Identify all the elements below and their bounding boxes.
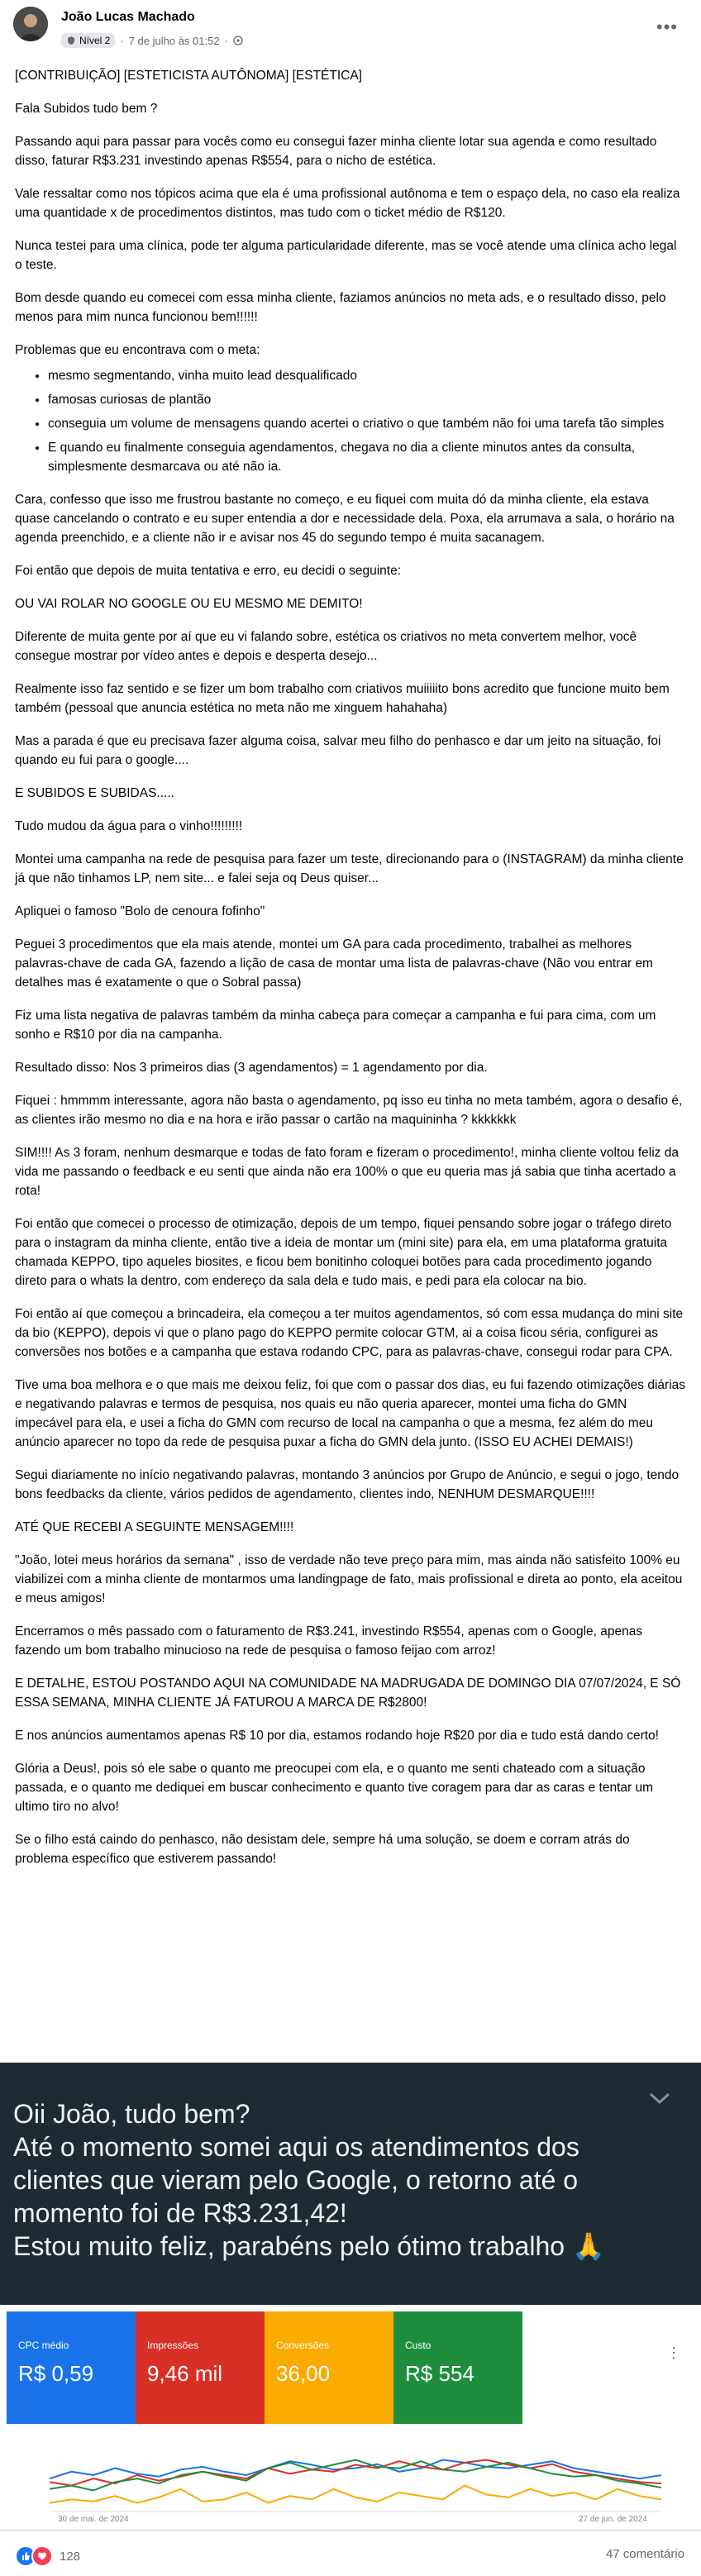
- post-greeting: Fala Subidos tudo bem ?: [15, 102, 158, 116]
- post-paragraph: Foi então aí que começou a brincadeira, ela começou a ter muitos agendamentos, só com essa mudança do mini site da bio (KEPPO), depois vi que o plano pago do KEPPO permite colocar GTM, ai a coisa ficou séria, configurei as conversões nos botões e a campanha que estava rodando CPC, para as palavras-chave, consegui rodar para CPA.: [15, 1307, 684, 1359]
- separator-dot: ·: [224, 34, 228, 47]
- post-paragraph: Passando aqui para passar para vocês como eu consegui fazer minha cliente lotar sua agenda e como resultado disso, faturar R$3.231 investindo apenas R$554, para o nicho de estética.: [15, 135, 657, 168]
- post-paragraph: Segui diariamente no início negativando palavras, montando 3 anúncios por Grupo de Anúncio, e segui o jogo, tendo bons feedbacks da cliente, vários pedidos de agendamento, clientes indo, NENHUM DESMARQUE!!!!: [15, 1468, 680, 1501]
- post-paragraph: Foi então que comecei o processo de otimização, depois de um tempo, fiquei pensando sobre jogar o tráfego direto para o instagram da minha cliente, então tive a ideia de montar um (mini site) para ela, em uma plataforma gratuita chamada KEPPO, tipo aqueles biosites, e ficou bem bonitinho coloquei botões para cada procedimento jogando direto para o whats la dentro, com endereço da sala dela e tudo mais, e pedi para ela colocar na bio.: [15, 1217, 672, 1288]
- post-meta: [61, 33, 243, 48]
- series-line-convers-es: [50, 2486, 661, 2503]
- post-paragraph: Mas a parada é que eu precisava fazer alguma coisa, salvar meu filho do penhasco e dar um jeito na situação, foi quando eu fui para o google....: [15, 734, 661, 767]
- level-label: Nível 2: [79, 35, 111, 46]
- series-line-impress-es: [50, 2460, 661, 2486]
- problems-list: [15, 366, 686, 476]
- kpi-value: 9,46 mil: [147, 2361, 223, 2386]
- kpi-label: Conversões: [276, 2340, 330, 2351]
- post-paragraph: Apliquei o famoso "Bolo de cenoura fofinho": [15, 904, 265, 918]
- post-paragraph: Se o filho está caindo do penhasco, não desistam dele, sempre há uma solução, se doem e corram atrás do problema específico que estiverem passando!: [15, 1833, 630, 1866]
- love-icon: [31, 2545, 53, 2567]
- list-item: • mesmo segmentando, vinha muito lead desqualificado: [48, 366, 686, 385]
- post-paragraph: OU VAI ROLAR NO GOOGLE OU EU MESMO ME DEMITO!: [15, 597, 363, 611]
- list-item: • E quando eu finalmente conseguia agendamentos, chegava no dia a cliente minutos antes da consulta, simplesmente desmarcava ou até não ia.: [48, 438, 686, 476]
- post-paragraph: Peguei 3 procedimentos que ela mais atende, montei um GA para cada procedimento, trabalhei as melhores palavras-chave de cada GA, fazendo a lição de casa de montar uma lista de palavras-chave (Não vou entrar em detalhes mas é exatamente o que o Sobral passa): [15, 937, 653, 990]
- avatar[interactable]: [13, 7, 48, 41]
- kpi-conversions[interactable]: [265, 2311, 393, 2424]
- kpi-label: Impressões: [147, 2340, 199, 2351]
- shield-icon: [66, 36, 76, 45]
- post-paragraph: Bom desde quando eu comecei com essa minha cliente, faziamos anúncios no meta ads, e o resultado disso, pelo menos para mim nunca funcionou bem!!!!!!: [15, 291, 666, 324]
- post-footer: [0, 2530, 701, 2576]
- post-title: [CONTRIBUIÇÃO] [ESTETICISTA AUTÔNOMA] [ESTÉTICA]: [15, 69, 362, 83]
- post-paragraph: SIM!!!! As 3 foram, nenhum desmarque e todas de fato foram e fizeram o procedimento!, minha cliente voltou feliz da vida me passando o feedback e eu senti que ainda não era 100% o que eu queria mas já sabia que tinha acertado a rota!: [15, 1146, 679, 1198]
- message-text: [13, 2097, 658, 2263]
- message-line: clientes que vieram pelo Google, o retorno até o: [13, 2165, 579, 2195]
- list-item: • famosas curiosas de plantão: [48, 390, 686, 409]
- message-line: Estou muito feliz, parabéns pelo ótimo trabalho 🙏: [13, 2231, 605, 2261]
- separator-dot: ·: [120, 34, 124, 47]
- post-paragraph: E DETALHE, ESTOU POSTANDO AQUI NA COMUNIDADE NA MADRUGADA DE DOMINGO DIA 07/07/2024, E SÓ ESSA SEMANA, MINHA CLIENTE JÁ FATUROU A MARCA DE R$2800!: [15, 1677, 681, 1710]
- post-paragraph: E SUBIDOS E SUBIDAS.....: [15, 786, 174, 800]
- message-screenshot: [0, 2063, 701, 2305]
- chart-menu-icon[interactable]: ⋮: [666, 2345, 681, 2361]
- post-paragraph: Foi então que depois de muita tentativa e erro, eu decidi o seguinte:: [15, 564, 402, 578]
- performance-chart: [50, 2437, 661, 2513]
- kpi-cpc[interactable]: [7, 2311, 136, 2424]
- post-date[interactable]: 7 de julho às 01:52: [128, 34, 220, 47]
- kpi-label: Custo: [405, 2340, 432, 2351]
- post-paragraph: Fiquei : hmmmm interessante, agora não basta o agendamento, pq isso eu tinha no meta também, agora o desafio é, as clientes irão mesmo no dia e na hora e irão passar o cartão na maquininha ? kkkkkkk: [15, 1094, 683, 1127]
- kpi-value: 36,00: [276, 2361, 331, 2386]
- kpi-value: R$ 0,59: [18, 2361, 94, 2386]
- post-paragraph: Encerramos o mês passado com o faturamento de R$3.241, investindo R$554, apenas com o Google, apenas fazendo um bom trabalho minucioso na rede de pesquisa o famoso feijao com arroz!: [15, 1624, 643, 1658]
- kpi-label: CPC médio: [18, 2340, 69, 2351]
- author-name[interactable]: João Lucas Machado: [61, 10, 195, 24]
- post-header: [0, 0, 701, 56]
- post-paragraph: Glória a Deus!, pois só ele sabe o quanto me preocupei com ela, e o quanto me senti chateado com a situação passada, e o quanto me dediquei em buscar conhecimento e quanto tive coragem para dar as caras e tentar um ultimo tiro no alvo!: [15, 1762, 654, 1814]
- message-line: momento foi de R$3.231,42!: [13, 2198, 347, 2228]
- post-paragraph: Resultado disso: Nos 3 primeiros dias (3 agendamentos) = 1 agendamento por dia.: [15, 1061, 488, 1075]
- list-item: • conseguia um volume de mensagens quando acertei o criativo o que também não foi uma tarefa tão simples: [48, 414, 686, 433]
- post-paragraph: Realmente isso faz sentido e se fizer um bom trabalho com criativos muiiiiito bons acredito que funcione muito bem também (pessoal que anuncia estética no meta não me xinguem hahahaha): [15, 682, 670, 715]
- post-body: [15, 66, 686, 1882]
- kpi-impressions[interactable]: [136, 2311, 265, 2424]
- post-paragraph: Vale ressaltar como nos tópicos acima que ela é uma profissional autônoma e tem o espaço dela, no caso ela realiza uma quantidade x de procedimentos distintos, mas tudo com o ticket médio de R$120.: [15, 187, 680, 220]
- post-paragraph: Cara, confesso que isso me frustrou bastante no começo, e eu fiquei com muita dó da minha cliente, ela estava quase cancelando o contrato e eu super entendia a dor e necessidade dela. Poxa, ela arrumava a sala, o horário na agenda preenchido, e a cliente não ir e avisar nos 45 do segundo tempo é muita sacanagem.: [15, 493, 675, 545]
- post-paragraph: Montei uma campanha na rede de pesquisa para fazer um teste, direcionando para o (INSTAGRAM) da minha cliente já que não tinhamos LP, nem site... e falei seja oq Deus quiser...: [15, 852, 684, 885]
- post-paragraph: ATÉ QUE RECEBI A SEGUINTE MENSAGEM!!!!: [15, 1520, 294, 1534]
- post-paragraph: "João, lotei meus horários da semana" , isso de verdade não teve preço para mim, mas ainda não satisfeito 100% eu viabilizei com a minha cliente de montarmos uma landingpage de fato, mais profissional e direta ao ponto, ela aceitou e meus amigos!: [15, 1553, 683, 1605]
- post-paragraph: Tudo mudou da água para o vinho!!!!!!!!!: [15, 819, 243, 833]
- x-start-label: 30 de mai. de 2024: [58, 2515, 129, 2524]
- audience-icon: [233, 36, 243, 45]
- post-paragraph: Fiz uma lista negativa de palavras também da minha cabeça para começar a campanha e fui para cima, com um sonho e R$10 por dia na campanha.: [15, 1009, 656, 1042]
- x-end-label: 27 de jun. de 2024: [579, 2515, 647, 2524]
- level-badge[interactable]: [61, 33, 115, 48]
- profile-photo: [13, 7, 48, 41]
- more-options-icon[interactable]: •••: [656, 17, 678, 37]
- kpi-cost[interactable]: [393, 2311, 522, 2424]
- reactions[interactable]: [15, 2545, 80, 2567]
- reactions-count: 128: [60, 2549, 81, 2564]
- post-paragraph: Nunca testei para uma clínica, pode ter alguma particularidade diferente, mas se você atende uma clínica acho legal o teste.: [15, 239, 677, 272]
- ads-summary: [0, 2305, 701, 2528]
- post-paragraph: Diferente de muita gente por aí que eu vi falando sobre, estética os criativos no meta convertem melhor, você consegue mostrar por vídeo antes e depois e desperta desejo...: [15, 630, 637, 663]
- message-line: Até o momento somei aqui os atendimentos dos: [13, 2132, 579, 2162]
- message-line: Oii João, tudo bem?: [13, 2099, 250, 2129]
- post-paragraph: Tive uma boa melhora e o que mais me deixou feliz, foi que com o passar dos dias, eu fui fazendo otimizações diárias e negativando palavras e termos de pesquisa, nos quais eu não queria aparecer, montei uma ficha do GMN impecável para ela, e usei a ficha do GMN com recurso de local na campanha o que a mesma, fez além do meu anúncio aparecer no topo da rede de pesquisa puxar a ficha do GMN dela junto. (ISSO EU ACHEI DEMAIS!): [15, 1378, 686, 1449]
- kpi-value: R$ 554: [405, 2361, 474, 2386]
- comments-count[interactable]: 47 comentário: [605, 2547, 684, 2561]
- post-paragraph: E nos anúncios aumentamos apenas R$ 10 por dia, estamos rodando hoje R$20 por dia e tudo está dando certo!: [15, 1729, 659, 1743]
- post-paragraph: Problemas que eu encontrava com o meta:: [15, 343, 260, 357]
